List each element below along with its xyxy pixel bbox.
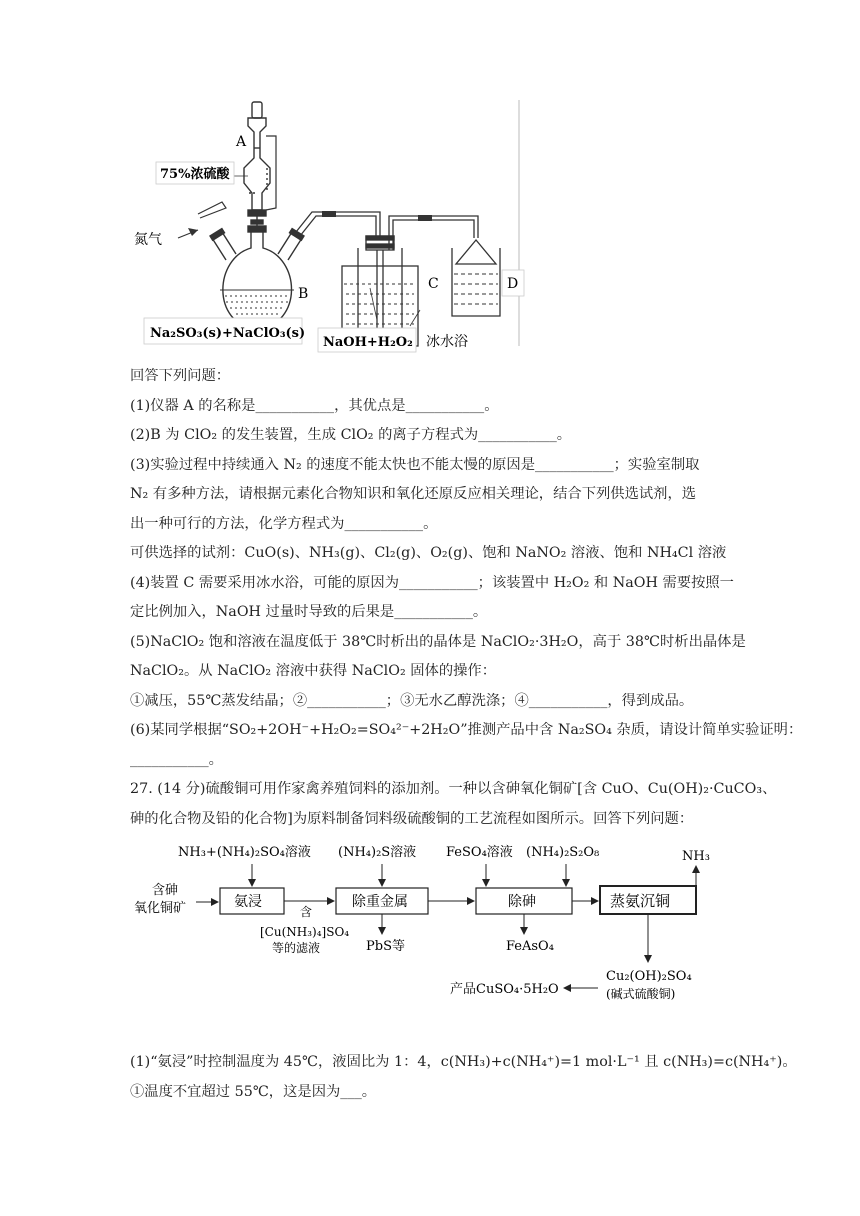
- process-flow-figure: [130, 838, 720, 1008]
- label-a: A: [236, 134, 247, 150]
- byproduct-feaso4: FeAsO₄: [506, 939, 554, 954]
- vessel-d: [452, 240, 500, 316]
- text-line: ___________。: [130, 751, 223, 768]
- filtrate-label-2: [Cu(NH₃)₄]SO₄: [260, 925, 350, 939]
- text-line: 27. (14 分)硫酸铜可用作家禽养殖饲料的添加剂。一种以含砷氧化铜矿[含 CuO、Cu(OH)₂·CuCO₃、: [130, 781, 777, 797]
- apparatus-diagram: [130, 98, 530, 353]
- input-feso4: FeSO₄溶液: [446, 845, 513, 860]
- label-c-reagent: NaOH+H₂O₂: [323, 335, 413, 350]
- product-basic: Cu₂(OH)₂SO₄: [606, 969, 692, 984]
- text-line: (4)装置 C 需要采用冰水浴，可能的原因为___________；该装置中 H₂O₂ 和 NaOH 需要按照一: [130, 574, 734, 591]
- text-line: ①减压，55℃蒸发结晶；②___________；③无水乙醇洗涤；④___________，得到成品。: [130, 692, 694, 709]
- subquestion-1-1: ①温度不宜超过 55℃，这是因为___。: [130, 1083, 377, 1100]
- text-line: 出一种可行的方法，化学方程式为___________。: [130, 515, 438, 532]
- step-arsenic: 除砷: [508, 894, 536, 910]
- label-icebath: 冰水浴: [426, 334, 468, 350]
- raw-material-line2: 氧化铜矿: [134, 901, 187, 916]
- input-persulfate: (NH₄)₂S₂O₈: [526, 845, 600, 860]
- apparatus-figure: [130, 98, 530, 353]
- funnel-a: [244, 102, 270, 230]
- step-heavy-metal: 除重金属: [352, 894, 408, 910]
- text-line: (2)B 为 ClO₂ 的发生装置，生成 ClO₂ 的离子方程式为___________。: [130, 427, 572, 443]
- label-n2: 氮气: [134, 232, 162, 248]
- text-line: (5)NaClO₂ 饱和溶液在温度低于 38℃时析出的晶体是 NaClO₂·3H₂O，高于 38℃时析出晶体是: [130, 633, 746, 650]
- label-acid: 75%浓硫酸: [160, 167, 230, 182]
- filtrate-label-1: 含: [300, 905, 313, 919]
- text-line: 砷的化合物及铅的化合物]为原料制备饲料级硫酸铜的工艺流程如图所示。回答下列问题：: [130, 810, 694, 827]
- step-copper: 蒸氨沉铜: [610, 892, 671, 910]
- label-b-reagent: Na₂SO₃(s)+NaClO₃(s): [150, 326, 306, 341]
- text-line: (6)某同学根据“SO₂+2OH⁻+H₂O₂=SO₄²⁻+2H₂O”推测产品中含 Na₂SO₄ 杂质，请设计简单实验证明：: [130, 722, 803, 738]
- label-b: B: [298, 286, 309, 302]
- input-ammonia: NH₃+(NH₄)₂SO₄溶液: [178, 845, 311, 860]
- input-sulfide: (NH₄)₂S溶液: [338, 845, 417, 860]
- question-text: [130, 362, 803, 834]
- final-product: 产品CuSO₄·5H₂O: [450, 982, 559, 997]
- text-line: 定比例加入，NaOH 过量时导致的后果是___________。: [130, 604, 488, 620]
- output-nh3: NH₃: [682, 849, 710, 864]
- subquestion-block: [130, 1048, 797, 1107]
- subquestion-1: (1)“氨浸”时控制温度为 45℃，液固比为 1：4，c(NH₃)+c(NH₄⁺)=1 mol·L⁻¹ 且 c(NH₃)=c(NH₄⁺)。: [130, 1054, 797, 1070]
- text-line: NaClO₂。从 NaClO₂ 溶液中获得 NaClO₂ 固体的操作：: [130, 663, 497, 679]
- product-basic-name: (碱式硫酸铜): [606, 987, 676, 1001]
- flask-b: [210, 226, 304, 330]
- text-line: N₂ 有多种方法，请根据元素化合物知识和氧化还原反应相关理论，结合下列供选试剂，选: [130, 486, 697, 502]
- label-d: D: [507, 276, 519, 292]
- process-flow-diagram: [130, 838, 720, 1008]
- label-c: C: [428, 276, 439, 292]
- step-ammonia-leach: 氨浸: [234, 894, 262, 910]
- filtrate-label-3: 等的滤液: [272, 941, 321, 955]
- text-line: 可供选择的试剂：CuO(s)、NH₃(g)、Cl₂(g)、O₂(g)、饱和 NaNO₂ 溶液、饱和 NH₄Cl 溶液: [130, 545, 727, 561]
- text-line: 回答下列问题：: [130, 368, 231, 384]
- text-line: (1)仪器 A 的名称是___________，其优点是___________。: [130, 397, 499, 414]
- text-line: (3)实验过程中持续通入 N₂ 的速度不能太快也不能太慢的原因是___________；实验室制取: [130, 456, 700, 473]
- byproduct-pbs: PbS等: [366, 939, 405, 954]
- raw-material-line1: 含砷: [152, 883, 179, 898]
